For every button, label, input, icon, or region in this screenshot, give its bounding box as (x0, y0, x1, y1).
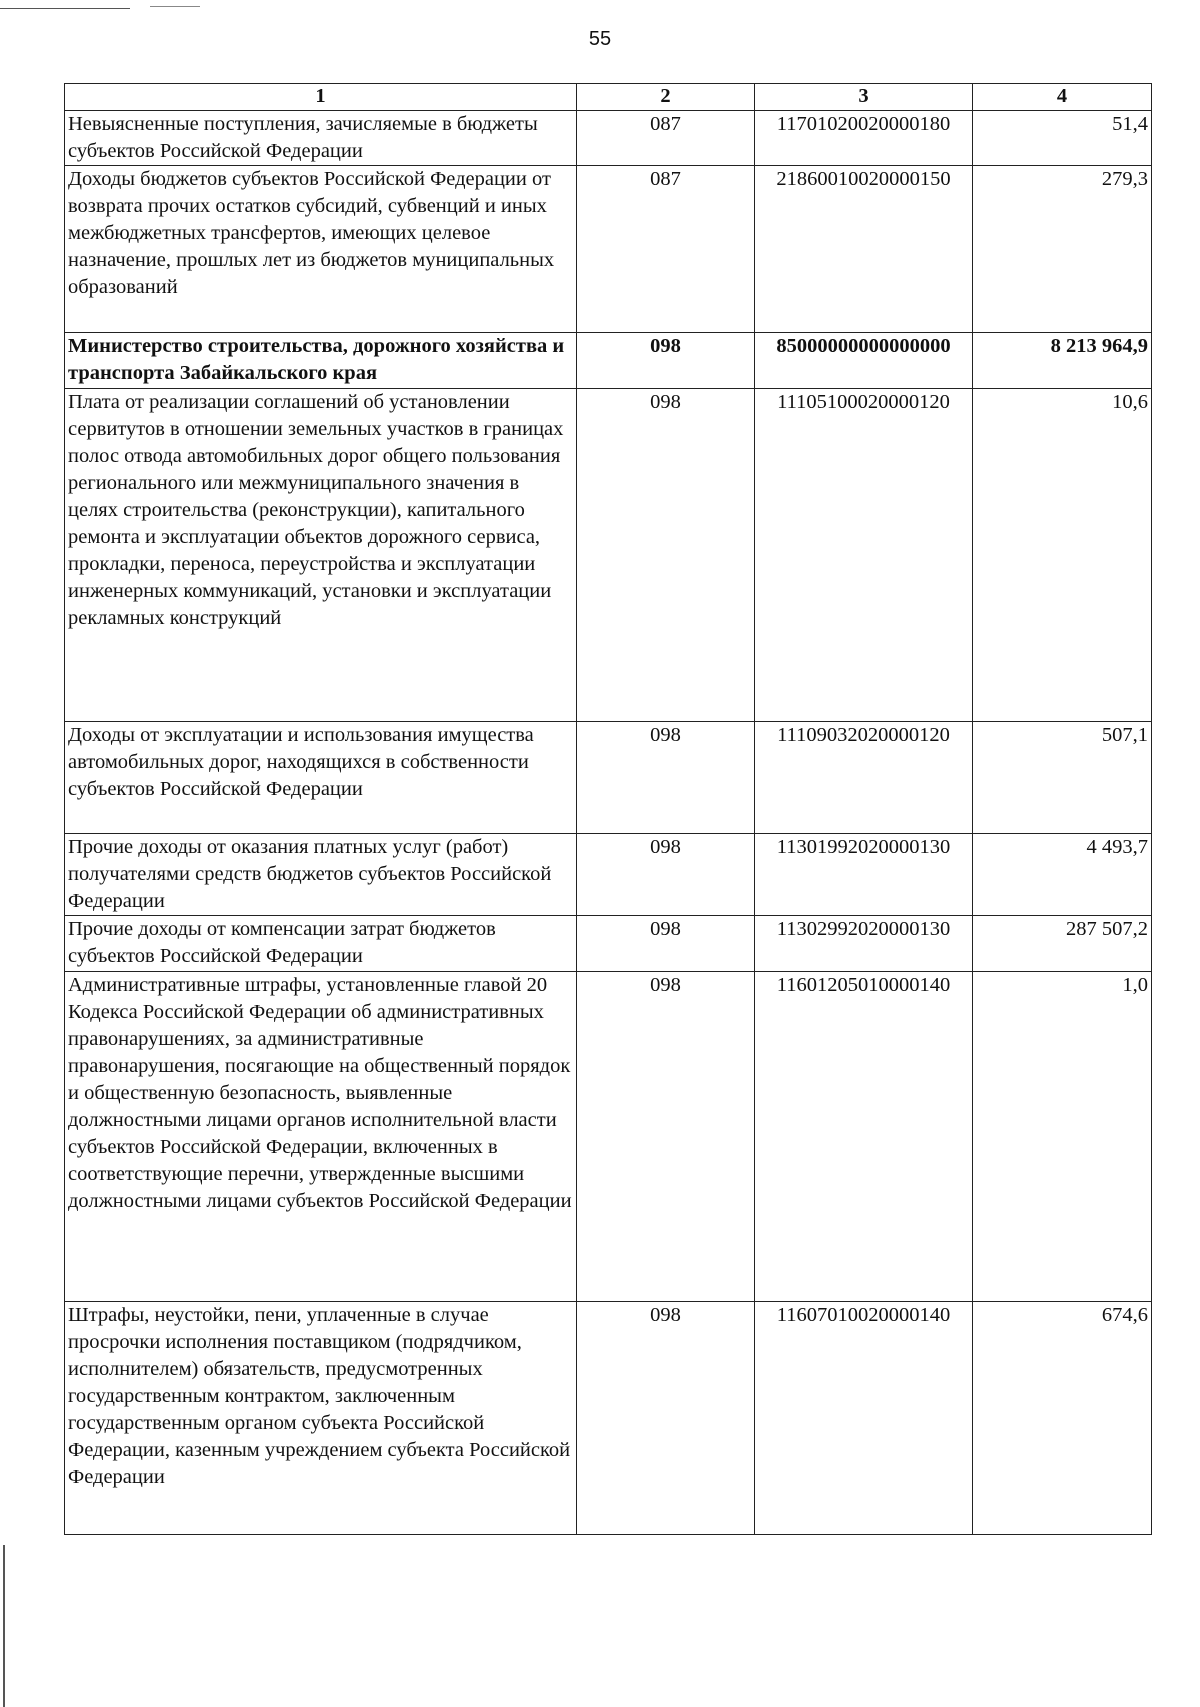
row-admin-code: 087 (577, 111, 755, 166)
row-budget-code: 85000000000000000 (755, 333, 973, 389)
row-amount: 4 493,7 (973, 834, 1152, 916)
row-name: Административные штрафы, установленные главой 20 Кодекса Российской Федерации об административных правонарушениях, за административные правонарушения, посягающие на общественный порядок и общественную безопасность, выявленные должностными лицами органов исполнительной власти субъектов Российской Федерации, включенных в соответствующие перечни, утвержденные высшими должностными лицами субъектов Российской Федерации (65, 972, 577, 1302)
row-admin-code: 098 (577, 916, 755, 972)
table-row (65, 916, 1152, 972)
row-admin-code: 098 (577, 389, 755, 722)
row-budget-code: 11607010020000140 (755, 1302, 973, 1535)
row-amount: 10,6 (973, 389, 1152, 722)
row-admin-code: 098 (577, 972, 755, 1302)
row-amount: 674,6 (973, 1302, 1152, 1535)
row-name: Штрафы, неустойки, пени, уплаченные в случае просрочки исполнения поставщиком (подрядчиком, исполнителем) обязательств, предусмотренных государственным контрактом, заключенным государственным органом субъекта Российской Федерации, казенным учреждением субъекта Российской Федерации (65, 1302, 577, 1535)
table-row (65, 972, 1152, 1302)
scan-line-left (3, 1545, 5, 1707)
table-row (65, 834, 1152, 916)
header-col-4: 4 (973, 84, 1152, 111)
table-row-ministry (65, 333, 1152, 389)
row-admin-code: 098 (577, 333, 755, 389)
header-row (65, 84, 1152, 111)
row-admin-code: 098 (577, 834, 755, 916)
row-name: Прочие доходы от оказания платных услуг (работ) получателями средств бюджетов субъектов Российской Федерации (65, 834, 577, 916)
page-number: 55 (588, 28, 612, 50)
row-amount: 507,1 (973, 722, 1152, 834)
row-admin-code: 087 (577, 166, 755, 333)
table-row (65, 1302, 1152, 1535)
row-budget-code: 11302992020000130 (755, 916, 973, 972)
row-name: Прочие доходы от компенсации затрат бюджетов субъектов Российской Федерации (65, 916, 577, 972)
header-col-1: 1 (65, 84, 577, 111)
table-row (65, 389, 1152, 722)
row-amount: 279,3 (973, 166, 1152, 333)
row-name: Министерство строительства, дорожного хозяйства и транспорта Забайкальского края (65, 333, 577, 389)
row-name: Доходы бюджетов субъектов Российской Федерации от возврата прочих остатков субсидий, субвенций и иных межбюджетных трансфертов, имеющих целевое назначение, прошлых лет из бюджетов муниципальных образований (65, 166, 577, 333)
row-name: Плата от реализации соглашений об установлении сервитутов в отношении земельных участков в границах полос отвода автомобильных дорог общего пользования регионального или межмуниципального значения в целях строительства (реконструкции), капитального ремонта и эксплуатации объектов дорожного сервиса, прокладки, переноса, переустройства и эксплуатации инженерных коммуникаций, установки и эксплуатации рекламных конструкций (65, 389, 577, 722)
row-amount: 287 507,2 (973, 916, 1152, 972)
header-col-2: 2 (577, 84, 755, 111)
row-amount: 51,4 (973, 111, 1152, 166)
row-name: Невыясненные поступления, зачисляемые в бюджеты субъектов Российской Федерации (65, 111, 577, 166)
table-row (65, 722, 1152, 834)
row-budget-code: 21860010020000150 (755, 166, 973, 333)
row-name: Доходы от эксплуатации и использования имущества автомобильных дорог, находящихся в собственности субъектов Российской Федерации (65, 722, 577, 834)
row-budget-code: 11105100020000120 (755, 389, 973, 722)
table-row (65, 166, 1152, 333)
row-budget-code: 11601205010000140 (755, 972, 973, 1302)
row-admin-code: 098 (577, 722, 755, 834)
row-amount: 1,0 (973, 972, 1152, 1302)
row-budget-code: 11701020020000180 (755, 111, 973, 166)
row-admin-code: 098 (577, 1302, 755, 1535)
table-row (65, 111, 1152, 166)
row-amount: 8 213 964,9 (973, 333, 1152, 389)
scan-line-top-2 (150, 6, 200, 7)
header-col-3: 3 (755, 84, 973, 111)
scan-line-top (0, 8, 130, 9)
revenue-table (64, 83, 1152, 1535)
row-budget-code: 11109032020000120 (755, 722, 973, 834)
row-budget-code: 11301992020000130 (755, 834, 973, 916)
